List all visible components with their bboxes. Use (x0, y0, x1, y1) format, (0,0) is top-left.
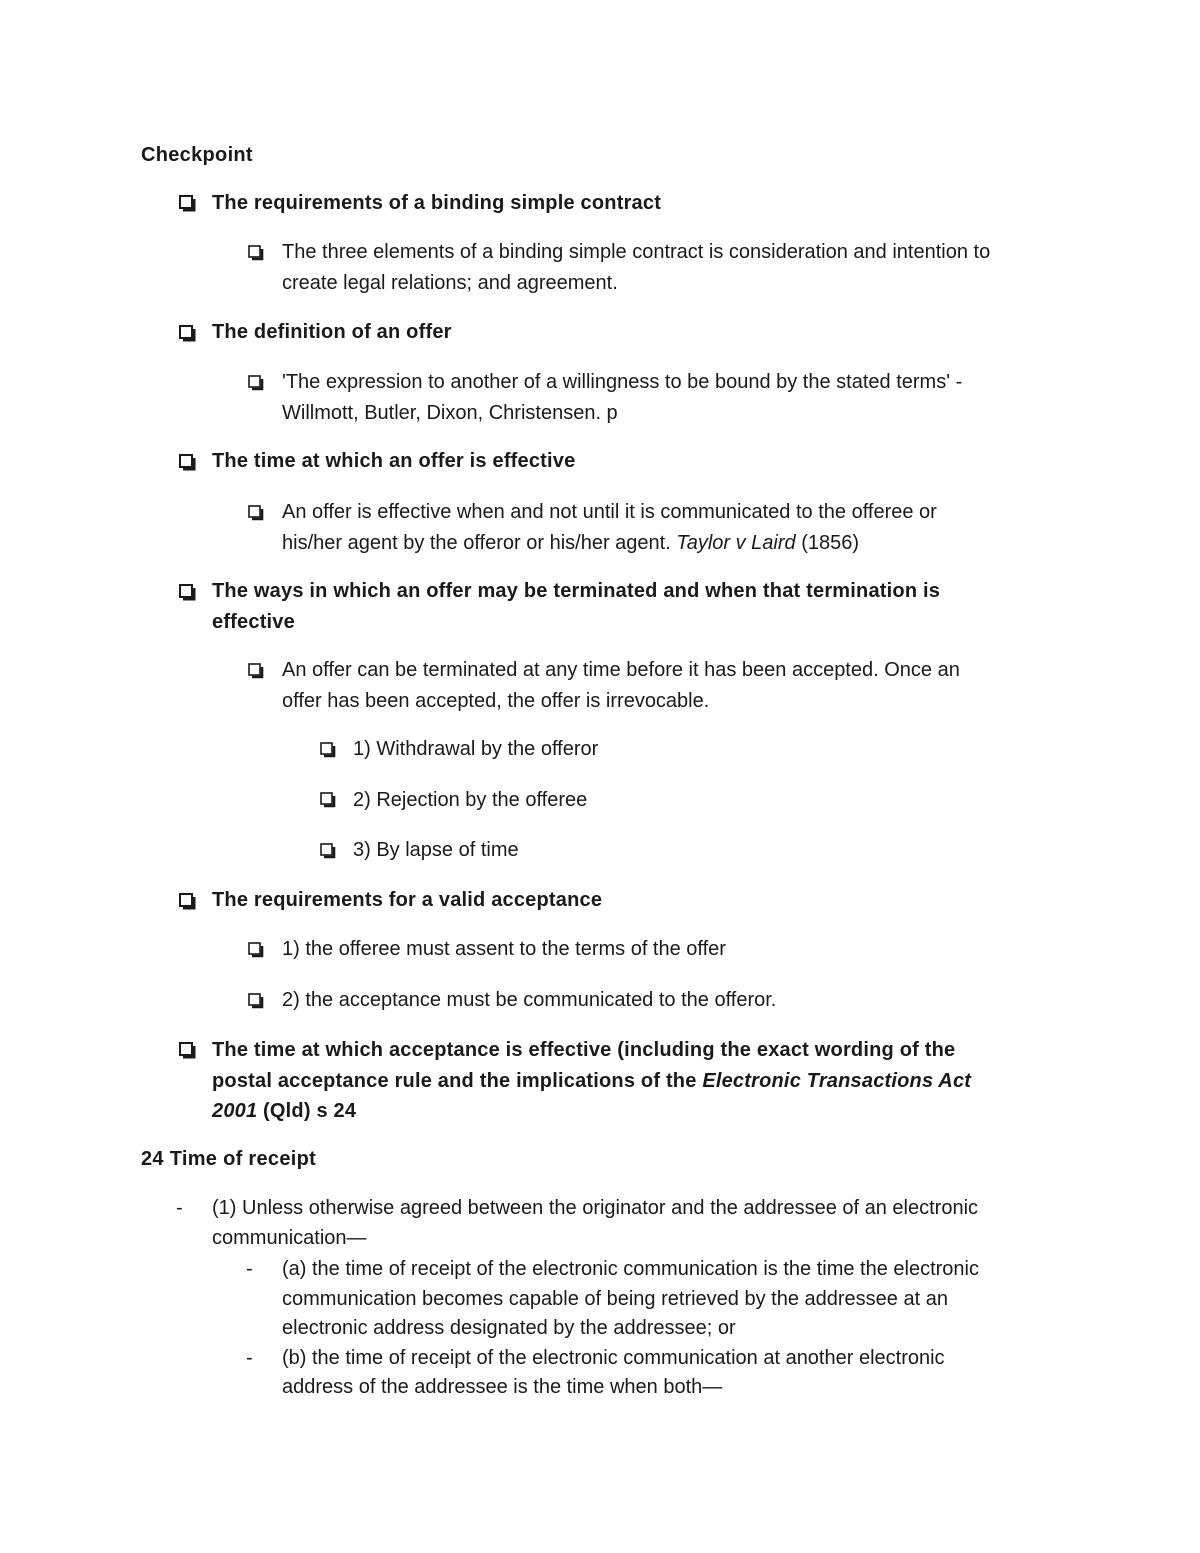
list-item-text: An offer can be terminated at any time before it has been accepted. Once an (282, 659, 960, 681)
list-item-text: (a) the time of receipt of the electronic communication is the time the electronic (282, 1258, 979, 1280)
case-name: Taylor v Laird (676, 532, 796, 554)
list-item-text-segment: (1856) (795, 532, 860, 554)
list-item-text: create legal relations; and agreement. (282, 272, 618, 294)
list-item-text: 3) By lapse of time (353, 839, 519, 861)
checkbox-bullet-icon (179, 893, 196, 910)
section-heading: The definition of an offer (212, 321, 452, 343)
section-heading: The time at which acceptance is effective (including the exact wording of the (212, 1039, 956, 1061)
section-heading-segment: (Qld) s 24 (257, 1100, 357, 1122)
list-item-text: 'The expression to another of a willingness to be bound by the stated terms' - (282, 371, 963, 393)
checkbox-bullet-icon (179, 1042, 196, 1059)
page-title: Checkpoint (141, 144, 253, 166)
list-item-text: 2) Rejection by the offeree (353, 789, 588, 811)
subsection-heading: 24 Time of receipt (141, 1148, 317, 1170)
section-heading: The requirements of a binding simple contract (212, 192, 662, 214)
list-item-text: The three elements of a binding simple contract is consideration and intention to (282, 241, 991, 263)
checkbox-bullet-icon (320, 792, 337, 809)
checkbox-bullet-icon (248, 245, 265, 262)
checkbox-bullet-icon (179, 454, 196, 471)
list-item-text (282, 528, 859, 558)
list-item-text: communication becomes capable of being retrieved by the addressee at an (282, 1288, 948, 1310)
checkbox-bullet-icon (248, 375, 265, 392)
checkbox-bullet-icon (320, 843, 337, 860)
dash-bullet: - (246, 1347, 253, 1369)
list-item-text-segment: his/her agent by the offeror or his/her agent. (282, 532, 677, 554)
checkbox-bullet-icon (179, 195, 196, 212)
list-item-text: address of the addressee is the time when both— (282, 1376, 723, 1398)
list-item-text: Willmott, Butler, Dixon, Christensen. p (282, 402, 618, 424)
dash-bullet: - (246, 1258, 253, 1280)
checkbox-bullet-icon (248, 505, 265, 522)
list-item-text: 1) the offeree must assent to the terms of the offer (282, 938, 726, 960)
list-item-text: communication— (212, 1227, 367, 1249)
checkbox-bullet-icon (320, 742, 337, 759)
list-item-text: 1) Withdrawal by the offeror (353, 738, 599, 760)
checkbox-bullet-icon (248, 942, 265, 959)
act-year: 2001 (212, 1100, 258, 1122)
list-item-text: offer has been accepted, the offer is irrevocable. (282, 690, 710, 712)
section-heading-segment: postal acceptance rule and the implications of the (212, 1070, 703, 1092)
section-heading: The time at which an offer is effective (212, 450, 576, 472)
list-item-text: An offer is effective when and not until it is communicated to the offeree or (282, 501, 937, 523)
checkbox-bullet-icon (248, 993, 265, 1010)
section-heading: The ways in which an offer may be terminated and when that termination is (212, 580, 941, 602)
checkbox-bullet-icon (248, 663, 265, 680)
section-heading: effective (212, 611, 295, 633)
list-item-text: (1) Unless otherwise agreed between the originator and the addressee of an electronic (212, 1197, 979, 1219)
dash-bullet: - (176, 1197, 183, 1219)
checkbox-bullet-icon (179, 584, 196, 601)
section-heading (212, 1096, 356, 1126)
list-item-text: (b) the time of receipt of the electronic communication at another electronic (282, 1347, 945, 1369)
list-item-text: 2) the acceptance must be communicated to the offeror. (282, 989, 777, 1011)
section-heading (212, 1066, 971, 1096)
section-heading: The requirements for a valid acceptance (212, 889, 603, 911)
list-item-text: electronic address designated by the addressee; or (282, 1317, 736, 1339)
checkbox-bullet-icon (179, 325, 196, 342)
act-name: Electronic Transactions Act (702, 1070, 972, 1092)
